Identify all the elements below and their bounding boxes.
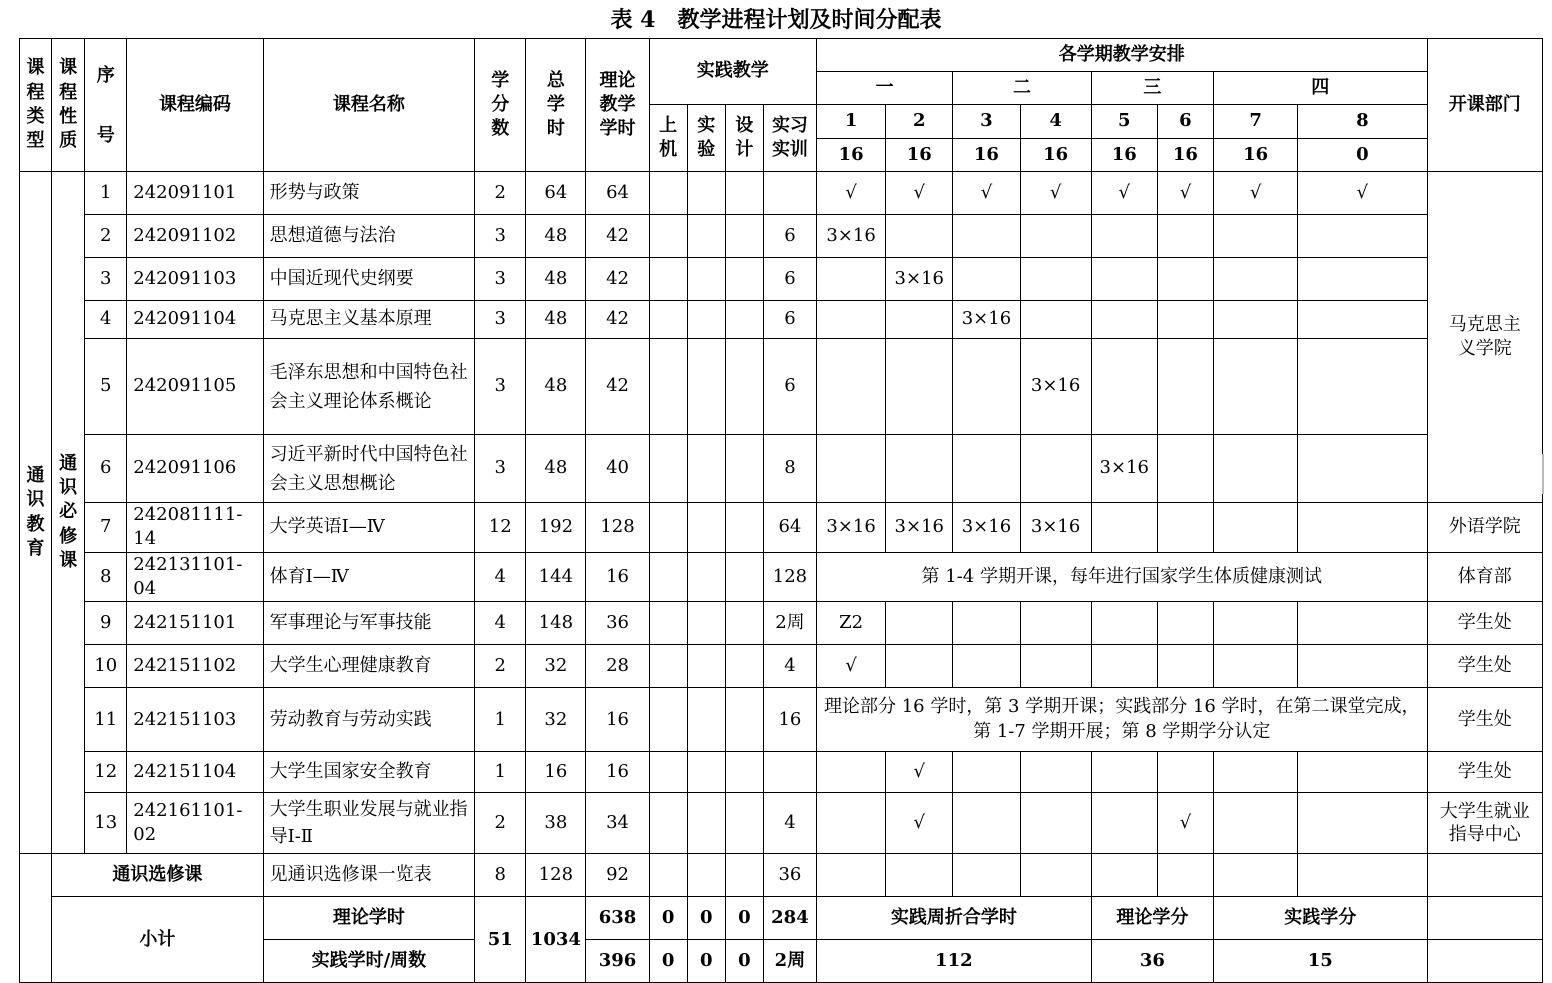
row-credits: 2	[475, 793, 526, 854]
semester-cell	[953, 793, 1020, 854]
semester-cell: 3×16	[817, 215, 886, 258]
row-total: 148	[526, 602, 586, 645]
row-name: 劳动教育与劳动实践	[263, 688, 475, 752]
row-credits: 2	[475, 172, 526, 215]
semester-cell	[1020, 645, 1091, 688]
dept-student: 学生处	[1427, 752, 1542, 793]
row-no: 13	[85, 793, 127, 854]
table-row	[20, 339, 1543, 435]
header-weeks-8: 0	[1298, 139, 1427, 172]
semester-cell	[1214, 752, 1298, 793]
subtotal-credits: 51	[475, 897, 526, 983]
row-credits: 3	[475, 215, 526, 258]
semester-cell	[886, 301, 953, 339]
row-no: 9	[85, 602, 127, 645]
row-code: 242161101-02	[127, 793, 263, 854]
row-no: 8	[85, 552, 127, 602]
row-name: 习近平新时代中国特色社会主义思想概论	[263, 435, 475, 503]
subtotal-row	[20, 897, 1543, 940]
dept-student: 学生处	[1427, 645, 1542, 688]
row-total: 48	[526, 215, 586, 258]
row-credits: 12	[475, 503, 526, 553]
row-practice: 6	[763, 301, 816, 339]
subtotal-design: 0	[725, 897, 763, 940]
semester-cell: √	[1091, 172, 1157, 215]
table-row	[20, 752, 1543, 793]
row-theory: 34	[586, 793, 649, 854]
semester-cell: √	[953, 172, 1020, 215]
subtotal-practice-hours: 396	[586, 940, 649, 983]
row-theory: 16	[586, 752, 649, 793]
practice-credits-value: 15	[1214, 940, 1428, 983]
semester-cell	[1214, 339, 1298, 435]
semester-cell: 3×16	[886, 258, 953, 301]
row-theory: 42	[586, 339, 649, 435]
row-credits: 1	[475, 752, 526, 793]
semester-note: 第 1-4 学期开课，每年进行国家学生体质健康测试	[817, 552, 1428, 602]
row-code: 242091103	[127, 258, 263, 301]
header-semester-7: 7	[1214, 105, 1298, 139]
header-semester-6: 6	[1157, 105, 1213, 139]
semester-cell	[817, 793, 886, 854]
row-code: 242091106	[127, 435, 263, 503]
row-code: 242151104	[127, 752, 263, 793]
semester-cell	[817, 435, 886, 503]
semester-cell	[1214, 793, 1298, 854]
semester-cell	[1157, 602, 1213, 645]
header-semester-1: 1	[817, 105, 886, 139]
table-row	[20, 854, 1543, 897]
semester-cell: √	[1157, 793, 1213, 854]
header-year-1: 一	[817, 72, 953, 105]
semester-cell	[1020, 752, 1091, 793]
row-name: 中国近现代史纲要	[263, 258, 475, 301]
semester-cell	[953, 339, 1020, 435]
semester-cell	[1214, 645, 1298, 688]
header-code: 课程编码	[127, 39, 263, 172]
row-no: 6	[85, 435, 127, 503]
semester-cell	[1091, 301, 1157, 339]
row-name: 毛泽东思想和中国特色社会主义理论体系概论	[263, 339, 475, 435]
subtotal-experiment: 0	[687, 940, 725, 983]
subtotal-computer: 0	[649, 940, 687, 983]
semester-cell	[817, 752, 886, 793]
semester-cell	[1298, 301, 1427, 339]
practice-week-hours-label: 实践周折合学时	[817, 897, 1092, 940]
header-total-hours: 总 学 时	[526, 39, 586, 172]
row-practice: 6	[763, 215, 816, 258]
semester-cell	[1157, 301, 1213, 339]
header-practice: 实践教学	[649, 39, 816, 105]
header-weeks-5: 16	[1091, 139, 1157, 172]
header-semester-4: 4	[1020, 105, 1091, 139]
dept-marx: 马克思主 义学院	[1427, 172, 1542, 503]
table-row	[20, 301, 1543, 339]
semester-cell: √	[886, 172, 953, 215]
table-row	[20, 435, 1543, 503]
semester-cell	[1298, 339, 1427, 435]
subtotal-design: 0	[725, 940, 763, 983]
row-code: 242151102	[127, 645, 263, 688]
scrollbar-handle[interactable]	[1542, 454, 1552, 494]
row-name: 大学生职业发展与就业指导Ⅰ-Ⅱ	[263, 793, 475, 854]
theory-credits-value: 36	[1091, 940, 1213, 983]
row-credits: 2	[475, 645, 526, 688]
semester-cell	[953, 602, 1020, 645]
row-name: 形势与政策	[263, 172, 475, 215]
dept-student: 学生处	[1427, 602, 1542, 645]
semester-cell: √	[886, 793, 953, 854]
subtotal-internship: 284	[763, 897, 816, 940]
row-no: 7	[85, 503, 127, 553]
row-theory: 42	[586, 258, 649, 301]
teaching-plan-table	[19, 38, 1543, 983]
semester-note: 理论部分 16 学时，第 3 学期开课；实践部分 16 学时，在第二课堂完成， 第 1-7 学期开展；第 8 学期学分认定	[817, 688, 1428, 752]
semester-cell: 3×16	[817, 503, 886, 553]
semester-cell	[1157, 645, 1213, 688]
semester-cell: √	[1020, 172, 1091, 215]
semester-cell: √	[1214, 172, 1298, 215]
semester-cell	[1020, 435, 1091, 503]
header-seq: 序 号	[85, 39, 127, 172]
row-credits: 3	[475, 258, 526, 301]
semester-cell	[1091, 793, 1157, 854]
table-row	[20, 602, 1543, 645]
row-credits: 4	[475, 602, 526, 645]
header-design: 设 计	[725, 105, 763, 172]
row-practice: 4	[763, 793, 816, 854]
row-total: 38	[526, 793, 586, 854]
row-total: 16	[526, 752, 586, 793]
row-total: 32	[526, 688, 586, 752]
table-row	[20, 552, 1543, 602]
header-experiment: 实 验	[687, 105, 725, 172]
row-practice: 4	[763, 645, 816, 688]
row-name: 大学生心理健康教育	[263, 645, 475, 688]
semester-cell	[953, 258, 1020, 301]
semester-cell	[1157, 752, 1213, 793]
semester-cell: √	[817, 645, 886, 688]
page-title	[0, 4, 1552, 36]
row-code: 242081111-14	[127, 503, 263, 553]
header-computer: 上 机	[649, 105, 687, 172]
subtotal-internship: 2周	[763, 940, 816, 983]
row-theory: 16	[586, 688, 649, 752]
row-no: 1	[85, 172, 127, 215]
row-practice: 6	[763, 339, 816, 435]
header-weeks-7: 16	[1214, 139, 1298, 172]
row-theory: 16	[586, 552, 649, 602]
semester-cell	[1298, 752, 1427, 793]
semester-cell	[1214, 215, 1298, 258]
header-year-3: 三	[1091, 72, 1213, 105]
header-weeks-1: 16	[817, 139, 886, 172]
row-total: 64	[526, 172, 586, 215]
semester-cell	[1298, 215, 1427, 258]
subtotal-experiment: 0	[687, 897, 725, 940]
semester-cell	[817, 258, 886, 301]
row-no: 5	[85, 339, 127, 435]
header-weeks-4: 16	[1020, 139, 1091, 172]
dept-foreign: 外语学院	[1427, 503, 1542, 553]
row-credits: 1	[475, 688, 526, 752]
semester-cell: 3×16	[953, 503, 1020, 553]
row-theory: 42	[586, 301, 649, 339]
row-name: 体育Ⅰ—Ⅳ	[263, 552, 475, 602]
semester-cell	[1298, 645, 1427, 688]
row-total: 48	[526, 258, 586, 301]
semester-cell: 3×16	[1020, 503, 1091, 553]
row-credits: 3	[475, 301, 526, 339]
row-no: 10	[85, 645, 127, 688]
semester-cell	[1091, 258, 1157, 301]
row-practice	[763, 752, 816, 793]
theory-credits-label: 理论学分	[1091, 897, 1213, 940]
row-code: 242091104	[127, 301, 263, 339]
semester-cell	[1298, 503, 1427, 553]
header-weeks-6: 16	[1157, 139, 1213, 172]
row-code: 242091101	[127, 172, 263, 215]
semester-cell: 3×16	[1091, 435, 1157, 503]
semester-cell	[1214, 301, 1298, 339]
row-total: 48	[526, 301, 586, 339]
row-no: 12	[85, 752, 127, 793]
row-theory: 128	[586, 503, 649, 553]
semester-cell	[1214, 503, 1298, 553]
elective-name: 见通识选修课一览表	[263, 854, 475, 897]
row-total: 192	[526, 503, 586, 553]
row-credits: 3	[475, 339, 526, 435]
header-year-2: 二	[953, 72, 1091, 105]
row-total: 32	[526, 645, 586, 688]
row-practice	[763, 172, 816, 215]
header-semester-8: 8	[1298, 105, 1427, 139]
row-code: 242151103	[127, 688, 263, 752]
row-credits: 3	[475, 435, 526, 503]
row-total: 144	[526, 552, 586, 602]
row-theory: 40	[586, 435, 649, 503]
table-number: 表 4	[610, 7, 656, 33]
row-no: 2	[85, 215, 127, 258]
header-internship: 实习 实训	[763, 105, 816, 172]
header-year-4: 四	[1214, 72, 1428, 105]
header-semester-3: 3	[953, 105, 1020, 139]
header-name: 课程名称	[263, 39, 475, 172]
semester-cell	[886, 435, 953, 503]
header-course-nature: 课 程 性 质	[52, 39, 85, 172]
practice-week-hours-value: 112	[817, 940, 1092, 983]
elective-credits: 8	[475, 854, 526, 897]
table-row	[20, 172, 1543, 215]
semester-cell	[1020, 602, 1091, 645]
row-name: 思想道德与法治	[263, 215, 475, 258]
table-row	[20, 688, 1543, 752]
row-code: 242151101	[127, 602, 263, 645]
row-name: 大学生国家安全教育	[263, 752, 475, 793]
table-row	[20, 503, 1543, 553]
row-practice: 16	[763, 688, 816, 752]
row-credits: 4	[475, 552, 526, 602]
row-practice: 64	[763, 503, 816, 553]
semester-cell: 3×16	[953, 301, 1020, 339]
row-name: 马克思主义基本原理	[263, 301, 475, 339]
subtotal-practice-label: 实践学时/周数	[263, 940, 475, 983]
semester-cell	[953, 435, 1020, 503]
row-total: 48	[526, 339, 586, 435]
subtotal-total: 1034	[526, 897, 586, 983]
elective-total: 128	[526, 854, 586, 897]
semester-cell	[1091, 752, 1157, 793]
dept-pe: 体育部	[1427, 552, 1542, 602]
header-weeks-3: 16	[953, 139, 1020, 172]
row-theory: 64	[586, 172, 649, 215]
row-practice: 8	[763, 435, 816, 503]
dept-career: 大学生就业 指导中心	[1427, 793, 1542, 854]
row-name: 军事理论与军事技能	[263, 602, 475, 645]
row-practice: 6	[763, 258, 816, 301]
elective-theory: 92	[586, 854, 649, 897]
semester-cell	[886, 645, 953, 688]
row-total: 48	[526, 435, 586, 503]
semester-cell	[1214, 435, 1298, 503]
semester-cell	[1020, 258, 1091, 301]
row-code: 242091105	[127, 339, 263, 435]
semester-cell	[1157, 503, 1213, 553]
row-no: 4	[85, 301, 127, 339]
category-nature: 通 识 必 修 课	[52, 172, 85, 854]
row-code: 242091102	[127, 215, 263, 258]
header-semester-plan: 各学期教学安排	[817, 39, 1428, 72]
table-row	[20, 645, 1543, 688]
semester-cell	[817, 301, 886, 339]
semester-cell	[886, 602, 953, 645]
semester-cell	[953, 752, 1020, 793]
semester-cell	[1020, 793, 1091, 854]
semester-cell	[1091, 503, 1157, 553]
semester-cell	[1214, 258, 1298, 301]
semester-cell	[953, 215, 1020, 258]
semester-cell	[1091, 645, 1157, 688]
row-practice: 128	[763, 552, 816, 602]
row-no: 11	[85, 688, 127, 752]
semester-cell: √	[886, 752, 953, 793]
semester-cell	[1091, 339, 1157, 435]
subtotal-theory-label: 理论学时	[263, 897, 475, 940]
row-no: 3	[85, 258, 127, 301]
semester-cell	[1020, 215, 1091, 258]
subtotal-computer: 0	[649, 897, 687, 940]
table-row	[20, 793, 1543, 854]
category-type: 通 识 教 育	[20, 172, 52, 854]
header-semester-5: 5	[1091, 105, 1157, 139]
row-practice: 2周	[763, 602, 816, 645]
header-course-type: 课 程 类 型	[20, 39, 52, 172]
table-row	[20, 215, 1543, 258]
header-dept: 开课部门	[1427, 39, 1542, 172]
row-code: 242131101-04	[127, 552, 263, 602]
semester-cell: √	[1298, 172, 1427, 215]
practice-credits-label: 实践学分	[1214, 897, 1428, 940]
semester-cell	[1298, 258, 1427, 301]
semester-cell	[1157, 258, 1213, 301]
header-semester-2: 2	[886, 105, 953, 139]
semester-cell	[1020, 301, 1091, 339]
row-theory: 28	[586, 645, 649, 688]
elective-practice: 36	[763, 854, 816, 897]
semester-cell	[1091, 215, 1157, 258]
semester-cell	[886, 339, 953, 435]
semester-cell: 3×16	[1020, 339, 1091, 435]
row-theory: 36	[586, 602, 649, 645]
dept-student: 学生处	[1427, 688, 1542, 752]
semester-cell	[1214, 602, 1298, 645]
semester-cell	[953, 645, 1020, 688]
table-row	[20, 258, 1543, 301]
row-name: 大学英语Ⅰ—Ⅳ	[263, 503, 475, 553]
header-credits: 学 分 数	[475, 39, 526, 172]
semester-cell	[1298, 435, 1427, 503]
semester-cell	[1091, 602, 1157, 645]
semester-cell	[1157, 435, 1213, 503]
semester-cell	[886, 215, 953, 258]
subtotal-label: 小计	[52, 897, 264, 983]
semester-cell: Z2	[817, 602, 886, 645]
semester-cell: 3×16	[886, 503, 953, 553]
semester-cell	[1298, 793, 1427, 854]
header-weeks-2: 16	[886, 139, 953, 172]
semester-cell	[1157, 339, 1213, 435]
semester-cell	[817, 339, 886, 435]
row-theory: 42	[586, 215, 649, 258]
semester-cell	[1157, 215, 1213, 258]
semester-cell: √	[1157, 172, 1213, 215]
semester-cell	[1298, 602, 1427, 645]
semester-cell: √	[817, 172, 886, 215]
subtotal-theory-hours: 638	[586, 897, 649, 940]
elective-label: 通识选修课	[52, 854, 264, 897]
table-title: 教学进程计划及时间分配表	[677, 7, 942, 33]
header-theory-hours: 理论 教学 学时	[586, 39, 649, 172]
